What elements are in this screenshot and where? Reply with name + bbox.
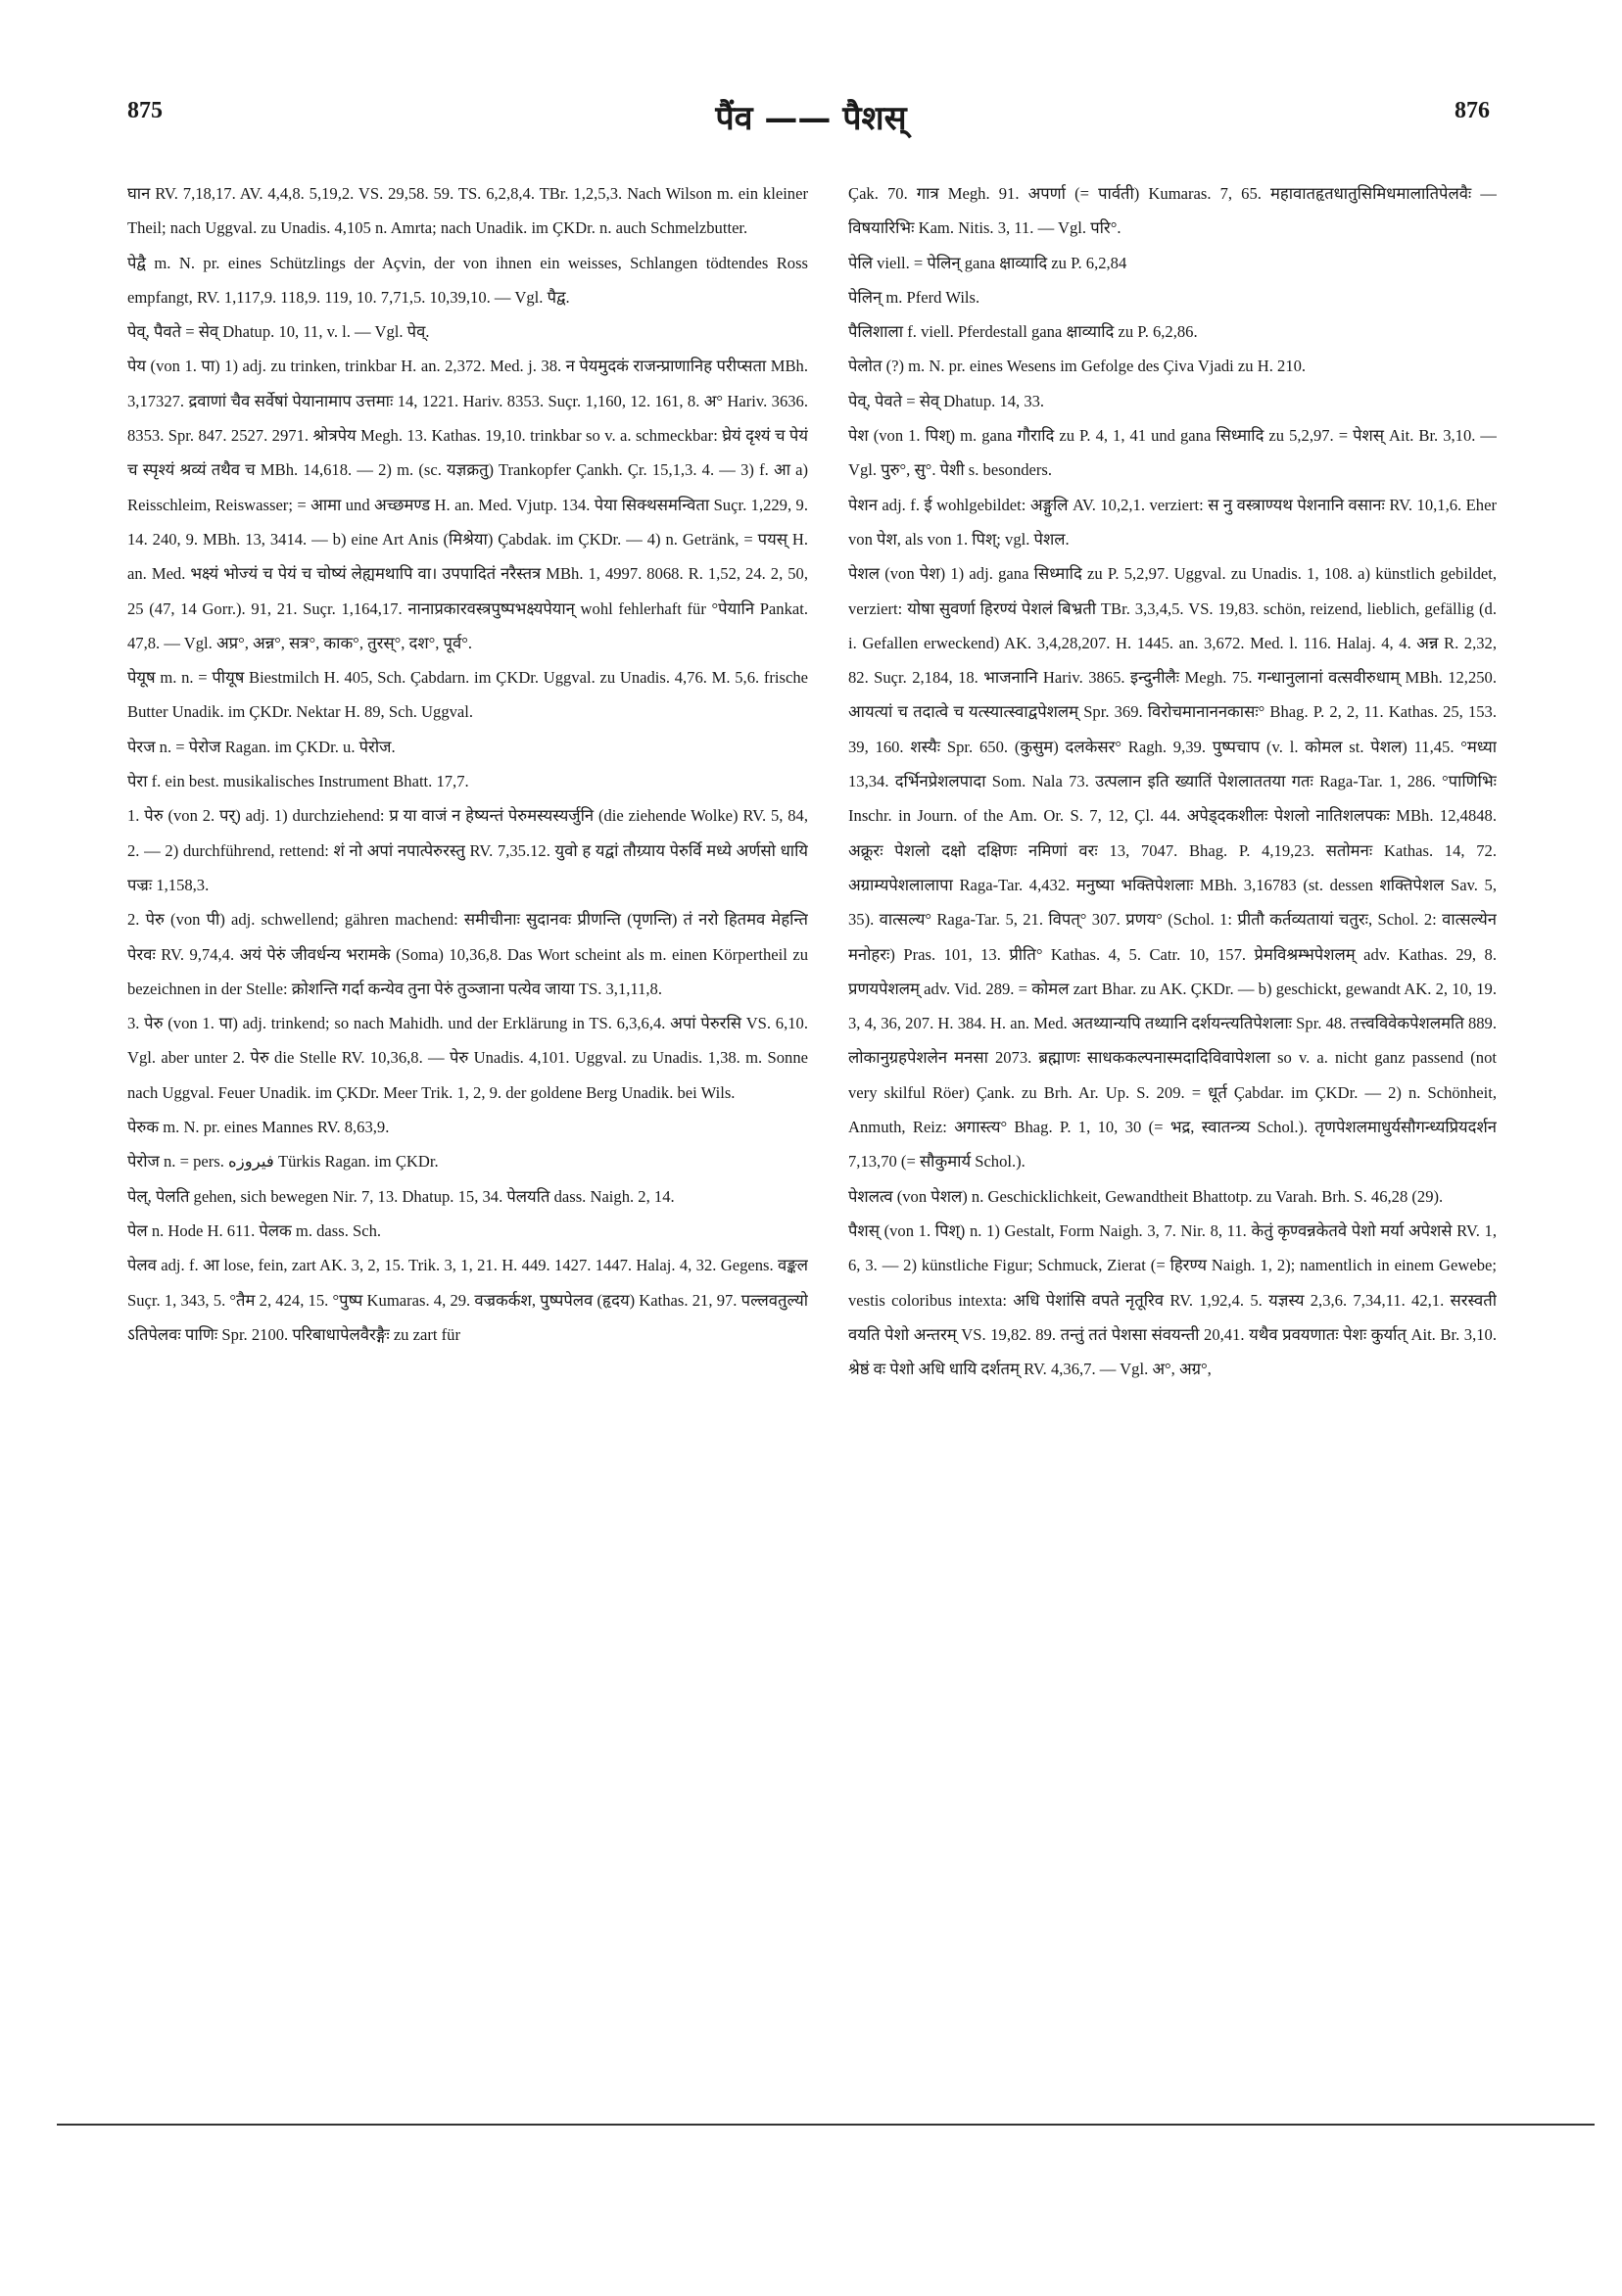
entry-paragraph: पेद्वै m. N. pr. eines Schützlings der Açvin, der von ihnen ein weisses, Schlangen tödtendes Ross empfangt, RV. 1,117,9. 118,9. 119, 10. 7,71,5. 10,39,10. — Vgl. पैद्व. [127,253,808,307]
running-title: पैंव —— पैशस् [715,99,907,138]
footer-rule [57,2124,1595,2126]
entry-paragraph: पेल n. Hode H. 611. पेलक m. dass. Sch. [127,1220,382,1240]
left-column [127,176,808,2100]
entry-paragraph: पेलोत (?) m. N. pr. eines Wesens im Gefolge des Çiva Vjadi zu H. 210. [848,357,1307,376]
entry-paragraph: पेशलत्व (von पेशल) n. Geschicklichkeit, Gewandtheit Bhattotp. zu Varah. Brh. S. 46,28 (29). [848,1186,1444,1206]
entry-paragraph: 3. पेरु (von 1. पा) adj. trinkend; so nach Mahidh. und der Erklärung in TS. 6,3,6,4. अपां पेरुरसि VS. 6,10. Vgl. aber unter 2. पेरु die Stelle RV. 10,36,8. — पेरु Unadis. 4,101. Uggval. zu Unadis. 1,38. m. Sonne nach Uggval. Feuer Unadik. im ÇKDr. Meer Trik. 1, 2, 9. der goldene Berg Unadik. bei Wils. [127,1014,808,1102]
entry-paragraph: पेय (von 1. पा) 1) adj. zu trinken, trinkbar H. an. 2,372. Med. j. 38. न पेयमुदकं राजन्प्राणानिह परीप्सता MBh. 3,17327. द्रवाणां चैव सर्वेषां पेयानामाप उत्तमाः 14, 1221. Hariv. 8353. Suçr. 1,160, 12. 161, 8. अ° Hariv. 3636. 8353. Spr. 847. 2527. 2971. श्रोत्रपेय Megh. 13. Kathas. 19,10. trinkbar so v. a. schmeckbar: घ्रेयं दृश्यं च पेयं च स्पृश्यं श्रव्यं तथैव च MBh. 14,618. — 2) m. (sc. यज्ञक्रतु) Trankopfer Çankh. Çr. 15,1,3. 4. — 3) f. आ a) Reisschleim, Reiswasser; = आमा und अच्छमण्ड H. an. Med. Vjutp. 134. पेया सिक्थसमन्विता Suçr. 1,229, 9. 14. 240, 9. MBh. 13, 3414. — b) eine Art Anis (मिश्रेया) Çabdak. im ÇKDr. — 4) n. Getränk, = पयस् H. an. Med. भक्ष्यं भोज्यं च पेयं च चोष्यं लेह्यमथापि वा। उपपादितं नरैस्तत्र MBh. 1, 4997. 8068. R. 1,52, 24. 2, 50, 25 (47, 14 Gorr.). 91, 21. Suçr. 1,164,17. नानाप्रकारवस्त्रपुष्पभक्ष्यपेयान् wohl fehlerhaft für °पेयानि Pankat. 47,8. — Vgl. अप्र°, अन्न°, सत्र°, काक°, तुरस्°, दश°, पूर्व°. [127,357,808,652]
entry-paragraph: पेलि viell. = पेलिन् gana क्षाव्यादि zu P. 6,2,84 [848,253,1127,272]
entry-paragraph: पेरोज n. = pers. فیروزه Türkis Ragan. im ÇKDr. [127,1152,439,1172]
page-number-left: 875 [127,98,163,123]
entry-paragraph: पेलिन् m. Pferd Wils. [848,287,980,307]
page-header [0,94,1622,143]
page-number-right: 876 [1455,98,1490,123]
entry-paragraph: 2. पेरु (von पी) adj. schwellend; gähren machend: समीचीनाः सुदानवः प्रीणन्ति (पृणन्ति) तं नरो हितमव मेहन्ति पेरवः RV. 9,74,4. अयं पेरुं जीवर्धन्य भरामके (Soma) 10,36,8. Das Wort scheint als m. einen Körpertheil zu bezeichnen in der Stelle: क्रोशन्ति गर्दा कन्येव तुना पेरुं तुञ्जाना पत्येव जाया TS. 3,1,11,8. [127,910,808,998]
entry-paragraph: पेल्, पेलति gehen, sich bewegen Nir. 7, 13. Dhatup. 15, 34. पेलयति dass. Naigh. 2, 14. [127,1186,675,1206]
entry-paragraph: पेव्, पैवते = सेव् Dhatup. 10, 11, v. l. — Vgl. पेव्. [127,322,430,342]
entry-paragraph: 1. पेरु (von 2. पर्) adj. 1) durchziehend: प्र या वाजं न हेष्यन्तं पेरुमस्यस्यर्जुनि (die ziehende Wolke) RV. 5, 84, 2. — 2) durchführend, rettend: शं नो अपां नपात्पेरुरस्तु RV. 7,35.12. युवो ह यद्वां तौग्र्याय पेरुर्वि मध्ये अर्णसो धायि पज्रः 1,158,3. [127,806,808,894]
entry-paragraph: Çak. 70. गात्र Megh. 91. अपर्णा (= पार्वती) Kumaras. 7, 65. महावातहृतधातुसिमिधमालातिपेलवैः — विषयारिभिः Kam. Nitis. 3, 11. — Vgl. परि°. [848,184,1497,238]
entry-paragraph: पेश (von 1. पिश्) m. gana गौरादि zu P. 4, 1, 41 und gana सिध्मादि zu 5,2,97. = पेशस् Ait. Br. 3,10. — Vgl. पुरु°, सु°. पेशी s. besonders. [848,426,1497,480]
entry-paragraph: पैशस् (von 1. पिश्) n. 1) Gestalt, Form Naigh. 3, 7. Nir. 8, 11. केतुं कृण्वन्नकेतवे पेशो मर्या अपेशसे RV. 1, 6, 3. — 2) künstliche Figur; Schmuck, Zierat (= हिरण्य Naigh. 1, 2); namentlich in einem Gewebe; vestis coloribus intexta: अधि पेशांसि वपते नृतूरिव RV. 1,92,4. 5. यज्ञस्य 2,3,6. 7,34,11. 42,1. सरस्वती वयति पेशो अन्तरम् VS. 19,82. 89. तन्तुं ततं पेशसा संवयन्ती 20,41. यथैव प्रवयणातः पेशः कुर्यात् Ait. Br. 3,10. श्रेष्ठं वः पेशो अधि धायि दर्शतम् RV. 4,36,7. — Vgl. अ°, अग्र°, [848,1220,1497,1379]
entry-paragraph: पेशन adj. f. ई wohlgebildet: अङ्गुलि AV. 10,2,1. verziert: स नु वस्त्राण्यथ पेशनानि वसानः RV. 10,1,6. Eher von पेश, als von 1. पिश्; vgl. पेशल. [848,495,1497,549]
entry-paragraph: पेरुक m. N. pr. eines Mannes RV. 8,63,9. [127,1118,390,1137]
entry-paragraph: घान RV. 7,18,17. AV. 4,4,8. 5,19,2. VS. 29,58. 59. TS. 6,2,8,4. TBr. 1,2,5,3. Nach Wilson m. ein kleiner Theil; nach Uggval. zu Unadis. 4,105 n. Amrta; nach Unadik. im ÇKDr. n. auch Schmelzbutter. [127,184,808,238]
entry-paragraph: पेलव adj. f. आ lose, fein, zart AK. 3, 2, 15. Trik. 3, 1, 21. H. 449. 1427. 1447. Halaj. 4, 32. Gegens. वङ्कल Suçr. 1, 343, 5. °तैम 2, 424, 15. °पुष्प Kumaras. 4, 29. वज्रकर्कश, पुष्पपेलव (हृदय) Kathas. 21, 97. पल्लवतुल्यो ऽतिपेलवः पाणिः Spr. 2100. परिबाधापेलवैरङ्गैः zu zart für [127,1256,808,1344]
entry-paragraph: पेयूष m. n. = पीयूष Biestmilch H. 405, Sch. Çabdarn. im ÇKDr. Uggval. zu Unadis. 4,76. M. 5,6. frische Butter Unadik. im ÇKDr. Nektar H. 89, Sch. Uggval. [127,668,808,722]
entry-paragraph: पेव्, पेवते = सेव् Dhatup. 14, 33. [848,391,1045,410]
entry-paragraph: पेरज n. = पेरोज Ragan. im ÇKDr. u. पेरोज. [127,737,396,756]
right-column [848,176,1497,2100]
entry-paragraph: पेरा f. ein best. musikalisches Instrument Bhatt. 17,7. [127,772,469,791]
entry-paragraph: पेशल (von पेश) 1) adj. gana सिध्मादि zu P. 5,2,97. Uggval. zu Unadis. 1, 108. a) künstlich gebildet, verziert: योषा सुवर्णा हिरण्यं पेशलं बिभ्रती TBr. 3,3,4,5. VS. 19,83. schön, reizend, lieblich, gefällig (d. i. Gefallen erweckend) AK. 3,4,28,207. H. 1445. an. 3,672. Med. l. 116. Halaj. 4, 4. अन्न R. 2,32, 82. Suçr. 2,184, 18. भाजनानि Hariv. 3865. इन्दुनीलैः Megh. 75. गन्धानुलानां वत्सवीरुधाम् MBh. 12,250. आयत्यां च तदात्वे च यत्स्यात्स्वाद्वपेशलम् Spr. 369. विरोचमानाननकासः° Bhag. P. 2, 2, 11. Kathas. 25, 153. 39, 160. शस्यैः Spr. 650. (कुसुम) दलकेसर° Ragh. 9,39. पुष्पचाप (v. l. कोमल st. पेशल) 11,45. °मध्या 13,34. दर्भिनप्रेशलपादा Som. Nala 73. उत्पलान इति ख्यातिं पेशलाततया गतः Raga-Tar. 1, 286. °पाणिभिः Inschr. in Journ. of the Am. Or. S. 7, 12, Çl. 44. अपेड्दकशीलः पेशलो नातिशलपकः MBh. 12,4848. अक्रूरः पेशलो दक्षो दक्षिणः नमिणां वरः 13, 7047. Bhag. P. 4,19,23. सतोमनः Kathas. 14, 72. अग्राम्यपेशलालापा Raga-Tar. 4,432. मनुष्या भक्तिपेशलाः MBh. 3,16783 (st. dessen शक्तिपेशल Sav. 5, 35). वात्सल्य° Raga-Tar. 5, 21. विपत्° 307. प्रणय° (Schol. 1: प्रीतौ कर्तव्यतायां चतुरः, Schol. 2: वात्सल्येन मनोहरः) Pras. 101, 13. प्रीति° Kathas. 4, 5. Catr. 10, 157. प्रेमविश्रम्भपेशलम् adv. Kathas. 29, 8. प्रणयपेशलम् adv. Vid. 289. = कोमल zart Bhar. zu AK. ÇKDr. — b) geschickt, gewandt AK. 2, 10, 19. 3, 4, 36, 207. H. 384. H. an. Med. अतथ्यान्यपि तथ्यानि दर्शयन्त्यतिपेशलाः Spr. 48. तत्त्वविवेकपेशलमति 889. लोकानुग्रहपेशलेन मनसा 2073. ब्रह्माणः साधककल्पनास्मदादिविवापेशला so v. a. nicht ganz passend (not very skilful Röer) Çank. zu Brh. Ar. Up. S. 209. = धूर्त Çabdar. im ÇKDr. — 2) n. Schönheit, Anmuth, Reiz: अगास्त्य° Bhag. P. 1, 10, 30 (= भद्र, स्वातन्त्र्य Schol.). तृणपेशलमाधुर्यसौगन्ध्यप्रियदर्शन 7,13,70 (= सौकुमार्य Schol.). [848,564,1497,1172]
entry-paragraph: पैलिशाला f. viell. Pferdestall gana क्षाव्यादि zu P. 6,2,86. [848,322,1198,342]
